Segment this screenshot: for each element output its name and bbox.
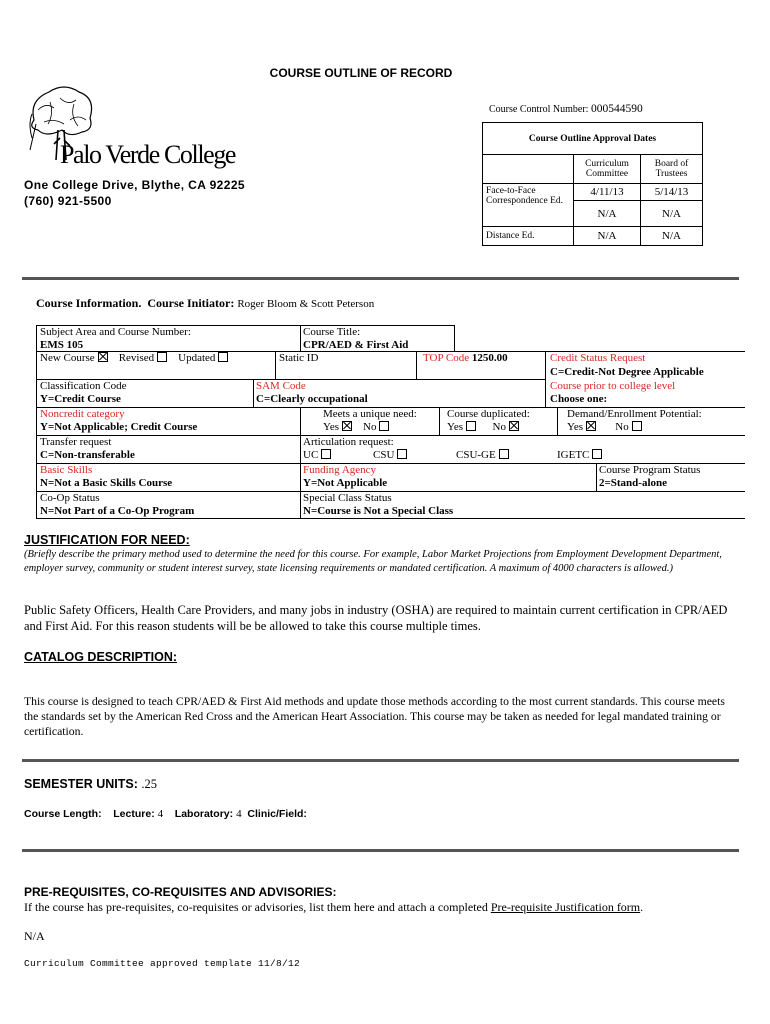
- college-name: Palo Verde College: [60, 140, 236, 169]
- approval-row-label: Distance Ed.: [483, 227, 574, 246]
- classification-value: Y=Credit Course: [40, 393, 121, 405]
- justification-instructions: (Briefly describe the primary method used to determine the need for this course. For example, Labor Market Projections from Employment Development Department, employer survey, community or student interest survey, state licensing requirements or mandated certification. A maximum of 4000 characters is allowed.): [24, 549, 722, 574]
- approval-cell: N/A: [574, 201, 641, 227]
- justification-body: Public Safety Officers, Health Care Providers, and many jobs in industry (OSHA) are required to maintain current certification in CPR/AED and First Aid. For this reason students will be be allowed to take this course multiple times.: [24, 603, 728, 633]
- justification-heading: JUSTIFICATION FOR NEED:: [24, 533, 190, 547]
- approval-cell: 4/11/13: [574, 184, 641, 201]
- transfer-value: C=Non-transferable: [40, 449, 135, 461]
- control-number-value: 000544590: [590, 103, 643, 115]
- classification-label: Classification Code: [40, 380, 127, 392]
- csu-checkbox[interactable]: [397, 449, 407, 459]
- uc-checkbox[interactable]: [321, 449, 331, 459]
- static-id-label: Static ID: [279, 352, 319, 364]
- subject-value: EMS 105: [40, 339, 84, 351]
- approval-dates-table: [482, 122, 703, 246]
- noncredit-label: Noncredit category: [40, 408, 125, 420]
- subject-label: Subject Area and Course Number:: [40, 326, 191, 338]
- unique-need-yes-checkbox[interactable]: [342, 421, 352, 431]
- college-phone: (760) 921-5500: [24, 194, 112, 208]
- duplicated-yes-checkbox[interactable]: [466, 421, 476, 431]
- funding-label: Funding Agency: [303, 464, 377, 476]
- program-status-value: 2=Stand-alone: [599, 477, 668, 489]
- funding-value: Y=Not Applicable: [303, 477, 388, 489]
- prereq-heading: PRE-REQUISITES, CO-REQUISITES AND ADVISORIES:: [24, 885, 337, 899]
- csu-option: CSU: [373, 449, 407, 462]
- approval-cell: 5/14/13: [641, 184, 703, 201]
- initiator-label: Course Initiator:: [147, 296, 235, 310]
- demand-options: Yes No: [567, 421, 642, 434]
- demand-label: Demand/Enrollment Potential:: [567, 408, 702, 420]
- duplicated-options: Yes No: [447, 421, 519, 434]
- course-prior-label: Course prior to college level: [550, 380, 676, 392]
- course-length: Course Length: Lecture: 4 Laboratory: 4 Clinic/Field:: [24, 808, 307, 820]
- initiator-value: Roger Bloom & Scott Peterson: [237, 298, 375, 310]
- uc-option: UC: [303, 449, 331, 462]
- col-board-of-trustees: Board of Trustees: [641, 155, 703, 184]
- top-code: TOP Code 1250.00: [423, 352, 508, 364]
- footer-template-note: Curriculum Committee approved template 11/8/12: [24, 958, 301, 969]
- catalog-body: This course is designed to teach CPR/AED & First Aid methods and update those methods according to the most current standards. This course meets the standards set by the American Red Cross and the American Heart Association. This course may be taken as needed for legal mandated training or certification.: [24, 695, 725, 738]
- control-number-line: [489, 103, 643, 115]
- revised-checkbox[interactable]: [157, 352, 167, 362]
- csu-ge-checkbox[interactable]: [499, 449, 509, 459]
- divider: [22, 277, 739, 280]
- demand-no-checkbox[interactable]: [632, 421, 642, 431]
- basic-skills-value: N=Not a Basic Skills Course: [40, 477, 173, 489]
- course-info-grid: [36, 325, 741, 519]
- duplicated-label: Course duplicated:: [447, 408, 530, 420]
- approval-cell: N/A: [641, 227, 703, 246]
- approval-row-label: Face-to-Face Correspondence Ed.: [483, 184, 574, 227]
- col-curriculum-committee: Curriculum Committee: [574, 155, 641, 184]
- special-class-value: N=Course is Not a Special Class: [303, 505, 454, 517]
- sam-code-label: SAM Code: [256, 380, 306, 392]
- credit-status-value: C=Credit-Not Degree Applicable: [550, 366, 704, 378]
- document-title: COURSE OUTLINE OF RECORD: [269, 66, 453, 80]
- divider: [22, 849, 739, 852]
- course-type-options: New Course Revised Updated: [40, 352, 228, 365]
- sam-code-value: C=Clearly occupational: [256, 393, 368, 405]
- lecture-value: 4: [157, 808, 164, 820]
- special-class-label: Special Class Status: [303, 492, 392, 504]
- approval-corner: [483, 155, 574, 184]
- course-info-heading: Course Information.: [36, 296, 142, 310]
- title-label: Course Title:: [303, 326, 361, 338]
- approval-heading: Course Outline Approval Dates: [483, 123, 703, 155]
- coop-value: N=Not Part of a Co-Op Program: [40, 505, 195, 517]
- csu-ge-option: CSU-GE: [456, 449, 509, 462]
- prereq-justification-link[interactable]: Pre-requisite Justification form: [490, 900, 641, 914]
- articulation-label: Articulation request:: [303, 436, 394, 448]
- approval-cell: N/A: [574, 227, 641, 246]
- noncredit-value: Y=Not Applicable; Credit Course: [40, 421, 198, 433]
- igetc-checkbox[interactable]: [592, 449, 602, 459]
- coop-label: Co-Op Status: [40, 492, 100, 504]
- college-logo: [24, 80, 236, 170]
- divider: [22, 759, 739, 762]
- semester-units: [24, 777, 157, 792]
- updated-checkbox[interactable]: [218, 352, 228, 362]
- unique-need-options: Yes No: [323, 421, 389, 434]
- prereq-instructions: If the course has pre-requisites, co-requisites or advisories, list them here and attach a completed Pre-requisite Justification form.: [24, 900, 644, 914]
- unique-need-no-checkbox[interactable]: [379, 421, 389, 431]
- demand-yes-checkbox[interactable]: [586, 421, 596, 431]
- title-value: CPR/AED & First Aid: [303, 339, 409, 351]
- choose-one: Choose one:: [550, 393, 608, 405]
- course-info-line: [36, 296, 374, 311]
- new-course-checkbox[interactable]: [98, 352, 108, 362]
- duplicated-no-checkbox[interactable]: [509, 421, 519, 431]
- credit-status-label: Credit Status Request: [550, 352, 646, 364]
- units-value: .25: [141, 777, 158, 791]
- program-status-label: Course Program Status: [599, 464, 701, 476]
- approval-cell: N/A: [641, 201, 703, 227]
- laboratory-value: 4: [236, 808, 242, 820]
- transfer-label: Transfer request: [40, 436, 112, 448]
- unique-need-label: Meets a unique need:: [323, 408, 417, 420]
- catalog-heading: CATALOG DESCRIPTION:: [24, 650, 178, 664]
- units-label: SEMESTER UNITS:: [24, 777, 138, 791]
- basic-skills-label: Basic Skills: [40, 464, 93, 476]
- college-address: One College Drive, Blythe, CA 92225: [24, 178, 245, 192]
- igetc-option: IGETC: [557, 449, 602, 462]
- prereq-value: N/A: [24, 929, 45, 943]
- control-number-label: Course Control Number:: [489, 104, 589, 115]
